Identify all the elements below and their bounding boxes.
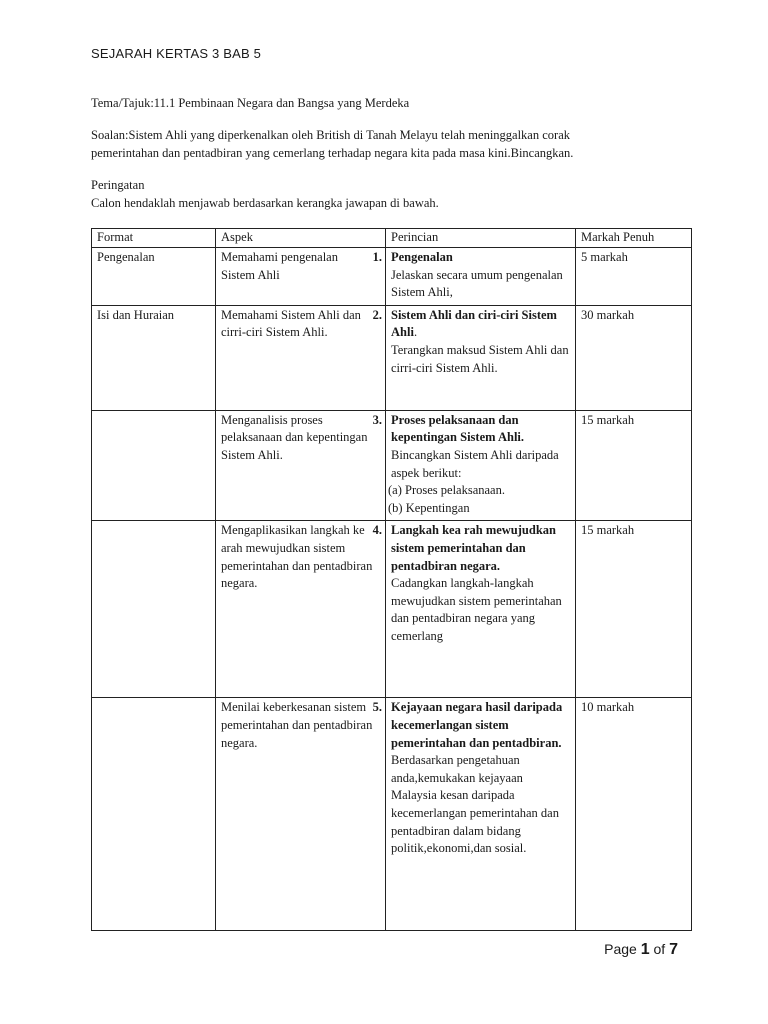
markah-cell: 15 markah <box>576 410 692 521</box>
perincian-title: Proses pelaksanaan dan kepentingan Sistem Ahli. <box>391 412 525 445</box>
perincian-cell <box>386 305 576 410</box>
aspek-text: Mengaplikasikan langkah ke arah mewujudkan sistem pemerintahan dan pentadbiran negara. <box>221 523 373 591</box>
format-cell: Pengenalan <box>92 248 216 306</box>
perincian-detail: Bincangkan Sistem Ahli daripada aspek berikut: <box>391 447 559 480</box>
markah-cell: 10 markah <box>576 698 692 931</box>
question-line-2: pemerintahan dan pentadbiran yang cemerlang terhadap negara kita pada masa kini.Bincangkan. <box>91 146 574 160</box>
format-cell <box>92 410 216 521</box>
aspek-cell <box>216 248 386 306</box>
item-number: 3. <box>372 412 382 427</box>
answer-framework-table <box>91 228 692 931</box>
table-row <box>92 521 692 698</box>
aspek-text: Memahami pengenalan Sistem Ahli <box>221 250 338 282</box>
header-format: Format <box>92 229 216 248</box>
format-cell: Isi dan Huraian <box>92 305 216 410</box>
table-row <box>92 698 692 931</box>
page-number: 1 <box>640 941 650 958</box>
table-row <box>92 305 692 410</box>
page-total: 7 <box>669 941 678 958</box>
option-a: (a) Proses pelaksanaan. <box>388 483 505 498</box>
perincian-cell <box>386 698 576 931</box>
item-number: 1. <box>372 250 382 264</box>
warning-heading: Peringatan <box>91 178 145 192</box>
page-word: Page <box>604 941 637 957</box>
perincian-title: Sistem Ahli dan ciri-ciri Sistem Ahli <box>391 307 557 340</box>
perincian-cell <box>386 248 576 306</box>
instruction-line: Calon hendaklah menjawab berdasarkan kerangka jawapan di bawah. <box>91 196 439 210</box>
table-row <box>92 248 692 306</box>
topic-line: Tema/Tajuk:11.1 Pembinaan Negara dan Bangsa yang Merdeka <box>91 96 410 110</box>
perincian-title: Langkah kea rah mewujudkan sistem pemerintahan dan pentadbiran negara. <box>391 523 556 573</box>
item-number: 5. <box>372 700 382 715</box>
aspek-text: Memahami Sistem Ahli dan cirri-ciri Sistem Ahli. <box>221 307 361 340</box>
aspek-text: Menilai keberkesanan sistem pemerintahan dan pentadbiran negara. <box>221 700 373 750</box>
question-line-1: Soalan:Sistem Ahli yang diperkenalkan oleh British di Tanah Melayu telah meninggalkan corak <box>91 128 570 142</box>
markah-cell: 5 markah <box>576 248 692 306</box>
table-header-row <box>92 229 692 248</box>
aspek-cell <box>216 521 386 698</box>
aspek-text: Menganalisis proses pelaksanaan dan kepentingan Sistem Ahli. <box>221 412 368 462</box>
option-b: (b) Kepentingan <box>388 500 470 515</box>
perincian-detail: Terangkan maksud Sistem Ahli dan cirri-ciri Sistem Ahli. <box>391 342 569 375</box>
of-word: of <box>653 941 666 957</box>
header-aspek: Aspek <box>216 229 386 248</box>
document-header: SEJARAH KERTAS 3 BAB 5 <box>91 46 262 61</box>
perincian-detail: Cadangkan langkah-langkah mewujudkan sistem pemerintahan dan pentadbiran negara yang cemerlang <box>391 576 562 643</box>
markah-cell: 15 markah <box>576 521 692 698</box>
header-markah: Markah Penuh <box>576 229 692 248</box>
header-perincian: Perincian <box>386 229 576 248</box>
aspek-cell <box>216 410 386 521</box>
markah-cell: 30 markah <box>576 305 692 410</box>
aspek-cell <box>216 698 386 931</box>
perincian-detail: Jelaskan secara umum pengenalan Sistem Ahli, <box>391 267 563 300</box>
perincian-title-suffix: . <box>413 325 418 340</box>
perincian-title: Kejayaan negara hasil daripada kecemerlangan sistem pemerintahan dan pentadbiran. <box>391 700 563 750</box>
aspek-cell <box>216 305 386 410</box>
item-number: 2. <box>372 307 382 322</box>
item-number: 4. <box>372 523 382 538</box>
format-cell <box>92 521 216 698</box>
perincian-cell <box>386 521 576 698</box>
perincian-cell <box>386 410 576 521</box>
perincian-detail: Berdasarkan pengetahuan anda,kemukakan kejayaan Malaysia kesan daripada kecemerlangan pemerintahan dan pentadbiran dalam bidang politik,ekonomi,dan sosial. <box>391 753 559 856</box>
page-footer <box>604 941 678 959</box>
perincian-title: Pengenalan <box>391 250 453 264</box>
table-row <box>92 410 692 521</box>
format-cell <box>92 698 216 931</box>
